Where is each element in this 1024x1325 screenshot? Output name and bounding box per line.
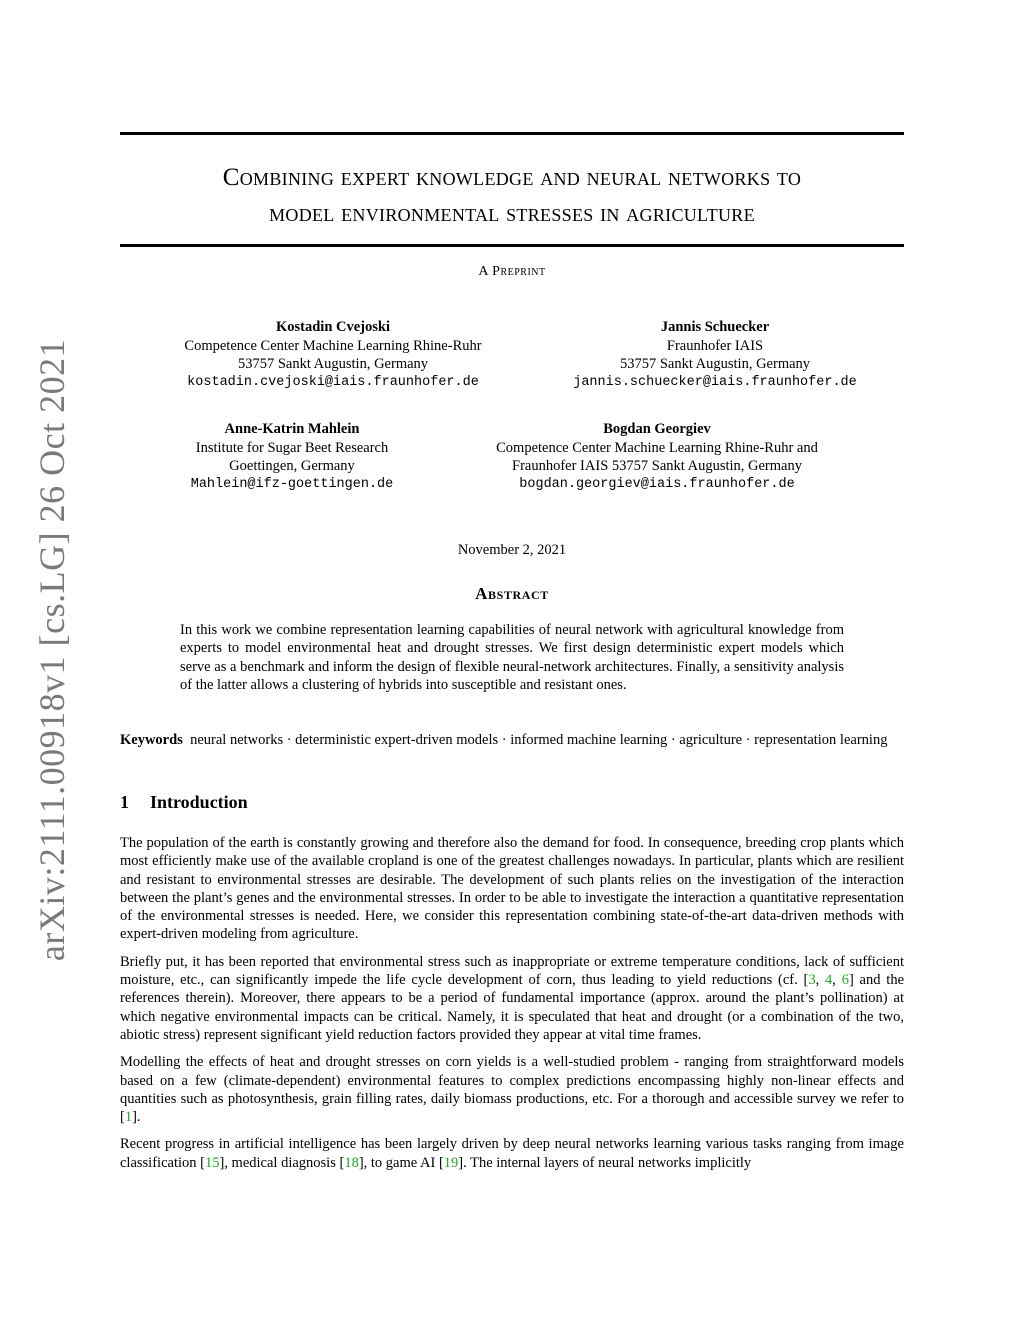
- author-name: Jannis Schuecker: [660, 319, 770, 335]
- citation-link[interactable]: 15: [204, 1154, 220, 1171]
- title-line-2: model environmental stresses in agriculture: [269, 200, 755, 227]
- title-line-1: Combining expert knowledge and neural networks to: [222, 164, 802, 191]
- preprint-label: A Preprint: [478, 264, 546, 279]
- author-block-3: [140, 420, 444, 494]
- author-address: Fraunhofer IAIS 53757 Sankt Augustin, Germany: [512, 458, 802, 474]
- author-affiliation: Competence Center Machine Learning Rhine-Ruhr: [184, 337, 482, 354]
- citation-link[interactable]: 4: [825, 972, 833, 989]
- author-address: 53757 Sankt Augustin, Germany: [237, 356, 429, 372]
- author-affiliation: Competence Center Machine Learning Rhine-Ruhr and: [496, 439, 818, 456]
- author-name: Kostadin Cvejoski: [275, 319, 390, 335]
- abstract-text: In this work we combine representation learning capabilities of neural network with agricultural knowledge from experts to model environmental heat and drought stresses. We first design deterministic expert models which serve as a benchmark and inform the design of flexible neural-network architectures. Finally, a sensitivity analysis of the latter allows a clustering of hybrids into susceptible and resistant ones.: [180, 622, 844, 693]
- citation-link[interactable]: 6: [841, 972, 849, 989]
- citation-link[interactable]: 3: [808, 972, 816, 989]
- keywords-label: Keywords: [120, 732, 183, 748]
- section-title: Introduction: [150, 792, 248, 812]
- author-name: Anne-Katrin Mahlein: [224, 421, 360, 437]
- title-bottom-rule: [120, 244, 904, 247]
- citation-link[interactable]: 1: [124, 1109, 133, 1126]
- keywords-text: neural networks · deterministic expert-driven models · informed machine learning · agriculture · representation learning: [190, 732, 888, 748]
- section-heading: [120, 792, 248, 813]
- citation-link[interactable]: 19: [443, 1154, 459, 1171]
- author-affiliation: Fraunhofer IAIS: [666, 337, 764, 354]
- author-block-1: [140, 318, 526, 392]
- citation-link[interactable]: 18: [344, 1154, 359, 1171]
- author-address: 53757 Sankt Augustin, Germany: [619, 356, 811, 372]
- paragraph: Briefly put, it has been reported that environmental stress such as inappropriate or extreme temperature conditions, lack of sufficient moisture, etc., can significantly impede the life cycle development of corn, thus leading to yield reductions (cf. [3, 4, 6] and the references therein). Moreover, there appears to be a period of fundamental importance (approx. around the plant’s pollination) at which negative environmental impacts can be critical. Namely, it is speculated that heat and drought (or a combination of the two, abiotic stress) represent significant yield reduction factors provided they appear at vital time frames.: [120, 953, 905, 1043]
- author-block-2: [540, 318, 890, 392]
- arxiv-stamp: arXiv:2111.00918v1 [cs.LG] 26 Oct 2021: [32, 338, 72, 962]
- author-block-4: [462, 420, 852, 494]
- author-email[interactable]: jannis.schuecker@iais.fraunhofer.de: [573, 374, 857, 390]
- paragraph: Recent progress in artificial intelligence has been largely driven by deep neural networks learning various tasks ranging from image classification [15], medical diagnosis [18], to game AI [19]. The internal layers of neural networks implicitly: [120, 1136, 904, 1171]
- section-number: 1: [120, 792, 129, 812]
- author-affiliation: Institute for Sugar Beet Research: [195, 439, 389, 456]
- author-email[interactable]: Mahlein@ifz-goettingen.de: [190, 476, 394, 492]
- paragraph: The population of the earth is constantly growing and therefore also the demand for food. In consequence, breeding crop plants which most efficiently make use of the available cropland is one of the greatest challenges nowadays. In particular, plants which are resilient and resistant to environmental stresses are desirable. The development of such plants relies on the investigation of the interaction between the plant’s genes and the environmental stresses. In order to be able to investigate the interaction a quantitative representation of the environmental stresses is needed. Here, we consider this representation combining state-of-the-art data-driven methods with expert-driven modeling from agriculture.: [120, 835, 904, 943]
- author-email[interactable]: kostadin.cvejoski@iais.fraunhofer.de: [187, 374, 479, 390]
- body-text: [120, 834, 904, 1181]
- paragraph: Modelling the effects of heat and drought stresses on corn yields is a well-studied problem - ranging from straightforward models based on a few (climate-dependent) environmental features to complex predictions encompassing highly non-linear effects and quantities such as photosynthesis, grain filling rates, daily biomass productions, etc. For a thorough and accessible survey we refer to [1].: [120, 1054, 904, 1126]
- title-top-rule: [120, 132, 904, 135]
- author-address: Goettingen, Germany: [229, 458, 355, 474]
- paper-date: November 2, 2021: [457, 542, 567, 558]
- abstract-heading: Abstract: [475, 584, 549, 603]
- keywords: [120, 731, 904, 749]
- author-name: Bogdan Georgiev: [603, 421, 711, 437]
- author-email[interactable]: bogdan.georgiev@iais.fraunhofer.de: [519, 476, 795, 492]
- paper-title: [120, 160, 904, 232]
